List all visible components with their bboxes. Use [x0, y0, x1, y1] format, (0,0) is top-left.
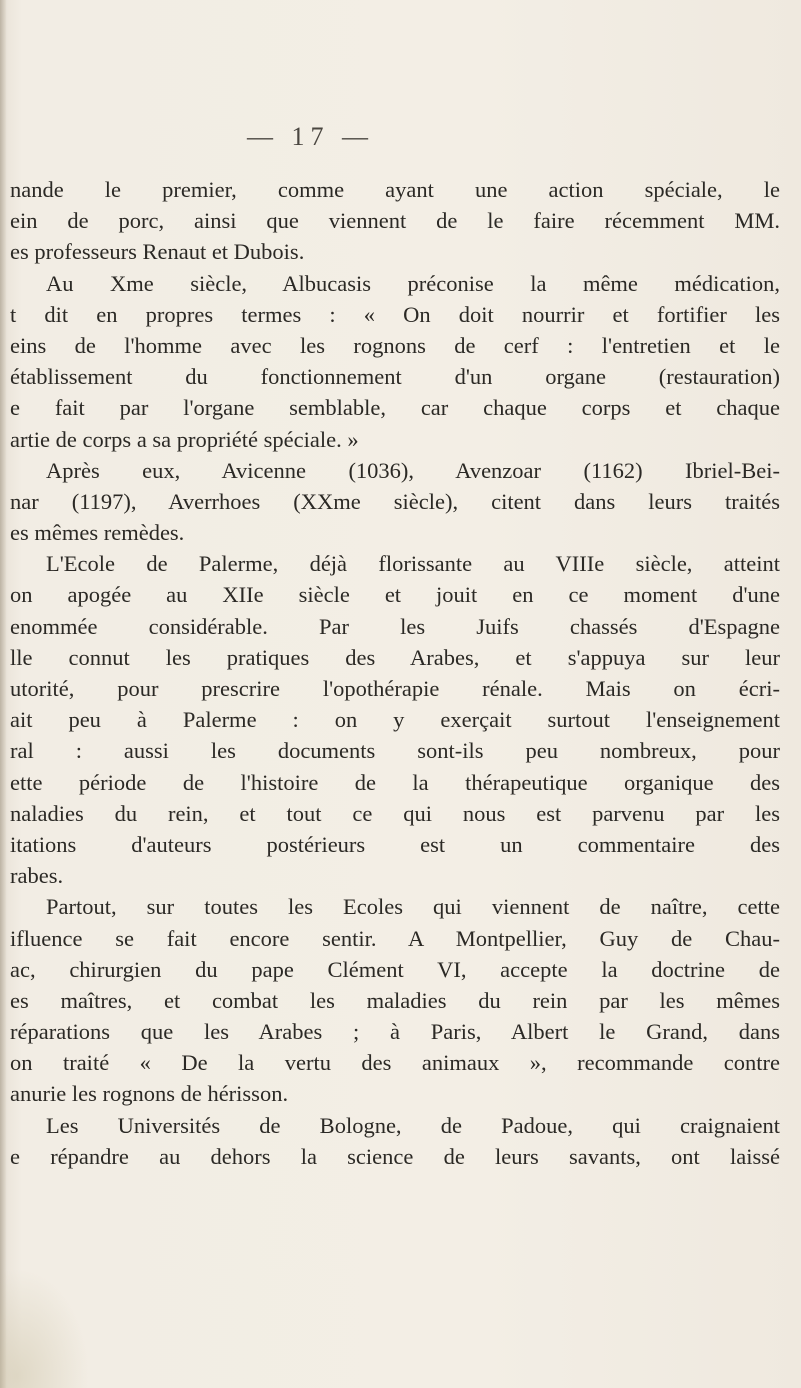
- text-line: on apogée au XIIe siècle et jouit en ce moment d'une: [10, 582, 780, 608]
- text-line: réparations que les Arabes ; à Paris, Albert le Grand, dans: [10, 1019, 780, 1045]
- page-binding-edge: [0, 0, 6, 1388]
- text-line: établissement du fonctionnement d'un organe (restauration): [10, 364, 780, 390]
- text-line: nande le premier, comme ayant une action spéciale, le: [10, 177, 780, 202]
- text-line: ette période de l'histoire de la thérapeutique organique des: [10, 769, 780, 795]
- text-line: eins de l'homme avec les rognons de cerf : l'entretien et le: [10, 332, 780, 358]
- text-line: Les Universités de Bologne, de Padoue, qui craignaient: [46, 1112, 780, 1138]
- text-line: L'Ecole de Palerme, déjà florissante au VIIIe siècle, atteint: [46, 551, 780, 577]
- text-line: lle connut les pratiques des Arabes, et s'appuya sur leur: [10, 644, 780, 670]
- text-line: t dit en propres termes : « On doit nourrir et fortifier les: [10, 301, 780, 327]
- text-line: on traité « De la vertu des animaux », recommande contre: [10, 1050, 780, 1076]
- body-text: [10, 174, 780, 1172]
- text-line: ifluence se fait encore sentir. A Montpellier, Guy de Chau-: [10, 925, 780, 951]
- text-line: es mêmes remèdes.: [10, 520, 185, 546]
- text-line: e fait par l'organe semblable, car chaque corps et chaque: [10, 395, 780, 421]
- text-line: Après eux, Avicenne (1036), Avenzoar (1162) Ibriel-Bei-: [46, 457, 780, 483]
- text-line: naladies du rein, et tout ce qui nous est parvenu par les: [10, 800, 780, 826]
- paper-stain: [0, 1268, 90, 1388]
- text-line: ein de porc, ainsi que viennent de le faire récemment MM.: [10, 208, 780, 234]
- text-line: Partout, sur toutes les Ecoles qui viennent de naître, cette: [46, 894, 780, 920]
- text-line: ait peu à Palerme : on y exerçait surtout l'enseignement: [10, 707, 780, 733]
- text-line: Au Xme siècle, Albucasis préconise la même médication,: [46, 270, 780, 296]
- text-line: itations d'auteurs postérieurs est un commentaire des: [10, 831, 780, 857]
- text-line: es maîtres, et combat les maladies du rein par les mêmes: [10, 987, 780, 1013]
- text-line: es professeurs Renaut et Dubois.: [10, 239, 305, 265]
- text-line: e répandre au dehors la science de leurs savants, ont laissé: [10, 1143, 780, 1169]
- text-line: artie de corps a sa propriété spéciale. »: [10, 426, 359, 452]
- text-line: anurie les rognons de hérisson.: [10, 1081, 289, 1107]
- text-line: enommée considérable. Par les Juifs chassés d'Espagne: [10, 613, 780, 639]
- text-line: rabes.: [10, 863, 64, 889]
- text-line: ral : aussi les documents sont-ils peu nombreux, pour: [10, 738, 780, 764]
- page-number: — 17 —: [247, 122, 374, 151]
- text-line: utorité, pour prescrire l'opothérapie rénale. Mais on écri-: [10, 676, 780, 701]
- text-line: nar (1197), Averrhoes (XXme siècle), citent dans leurs traités: [10, 488, 780, 514]
- text-line: ac, chirurgien du pape Clément VI, accepte la doctrine de: [10, 956, 780, 982]
